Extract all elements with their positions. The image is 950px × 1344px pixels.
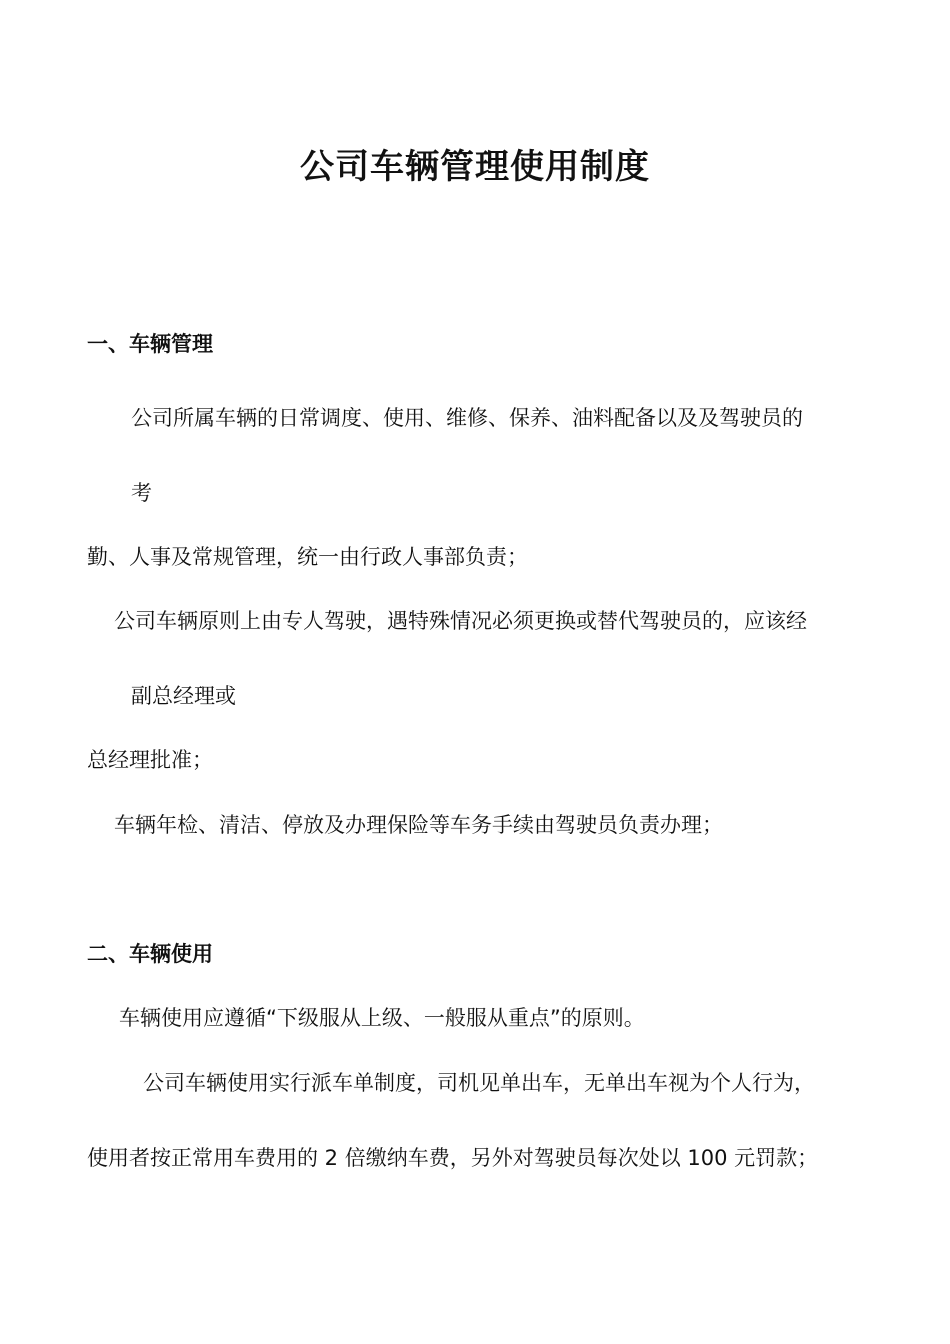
paragraph-line: 公司车辆原则上由专人驾驶，遇特殊情况必须更换或替代驾驶员的，应该经	[114, 609, 807, 633]
paragraph-line: 车辆使用应遵循“下级服从上级、一般服从重点”的原则。	[119, 1006, 645, 1030]
section-heading-vehicle-use: 二、车辆使用	[87, 942, 213, 966]
document-title: 公司车辆管理使用制度	[300, 147, 650, 187]
paragraph-line: 勤、人事及常规管理，统一由行政人事部负责；	[87, 545, 528, 569]
section-heading-vehicle-management: 一、车辆管理	[87, 332, 213, 356]
paragraph-line: 副总经理或	[131, 684, 236, 708]
paragraph-line: 公司所属车辆的日常调度、使用、维修、保养、油料配备以及及驾驶员的	[131, 406, 803, 430]
paragraph-line: 公司车辆使用实行派车单制度，司机见单出车，无单出车视为个人行为，	[143, 1071, 815, 1095]
paragraph-line: 考	[131, 481, 152, 505]
paragraph-line: 总经理批准；	[87, 748, 213, 772]
paragraph-line: 车辆年检、清洁、停放及办理保险等车务手续由驾驶员负责办理；	[114, 813, 723, 837]
paragraph-line: 使用者按正常用车费用的 2 倍缴纳车费，另外对驾驶员每次处以 100 元罚款；	[87, 1146, 819, 1170]
